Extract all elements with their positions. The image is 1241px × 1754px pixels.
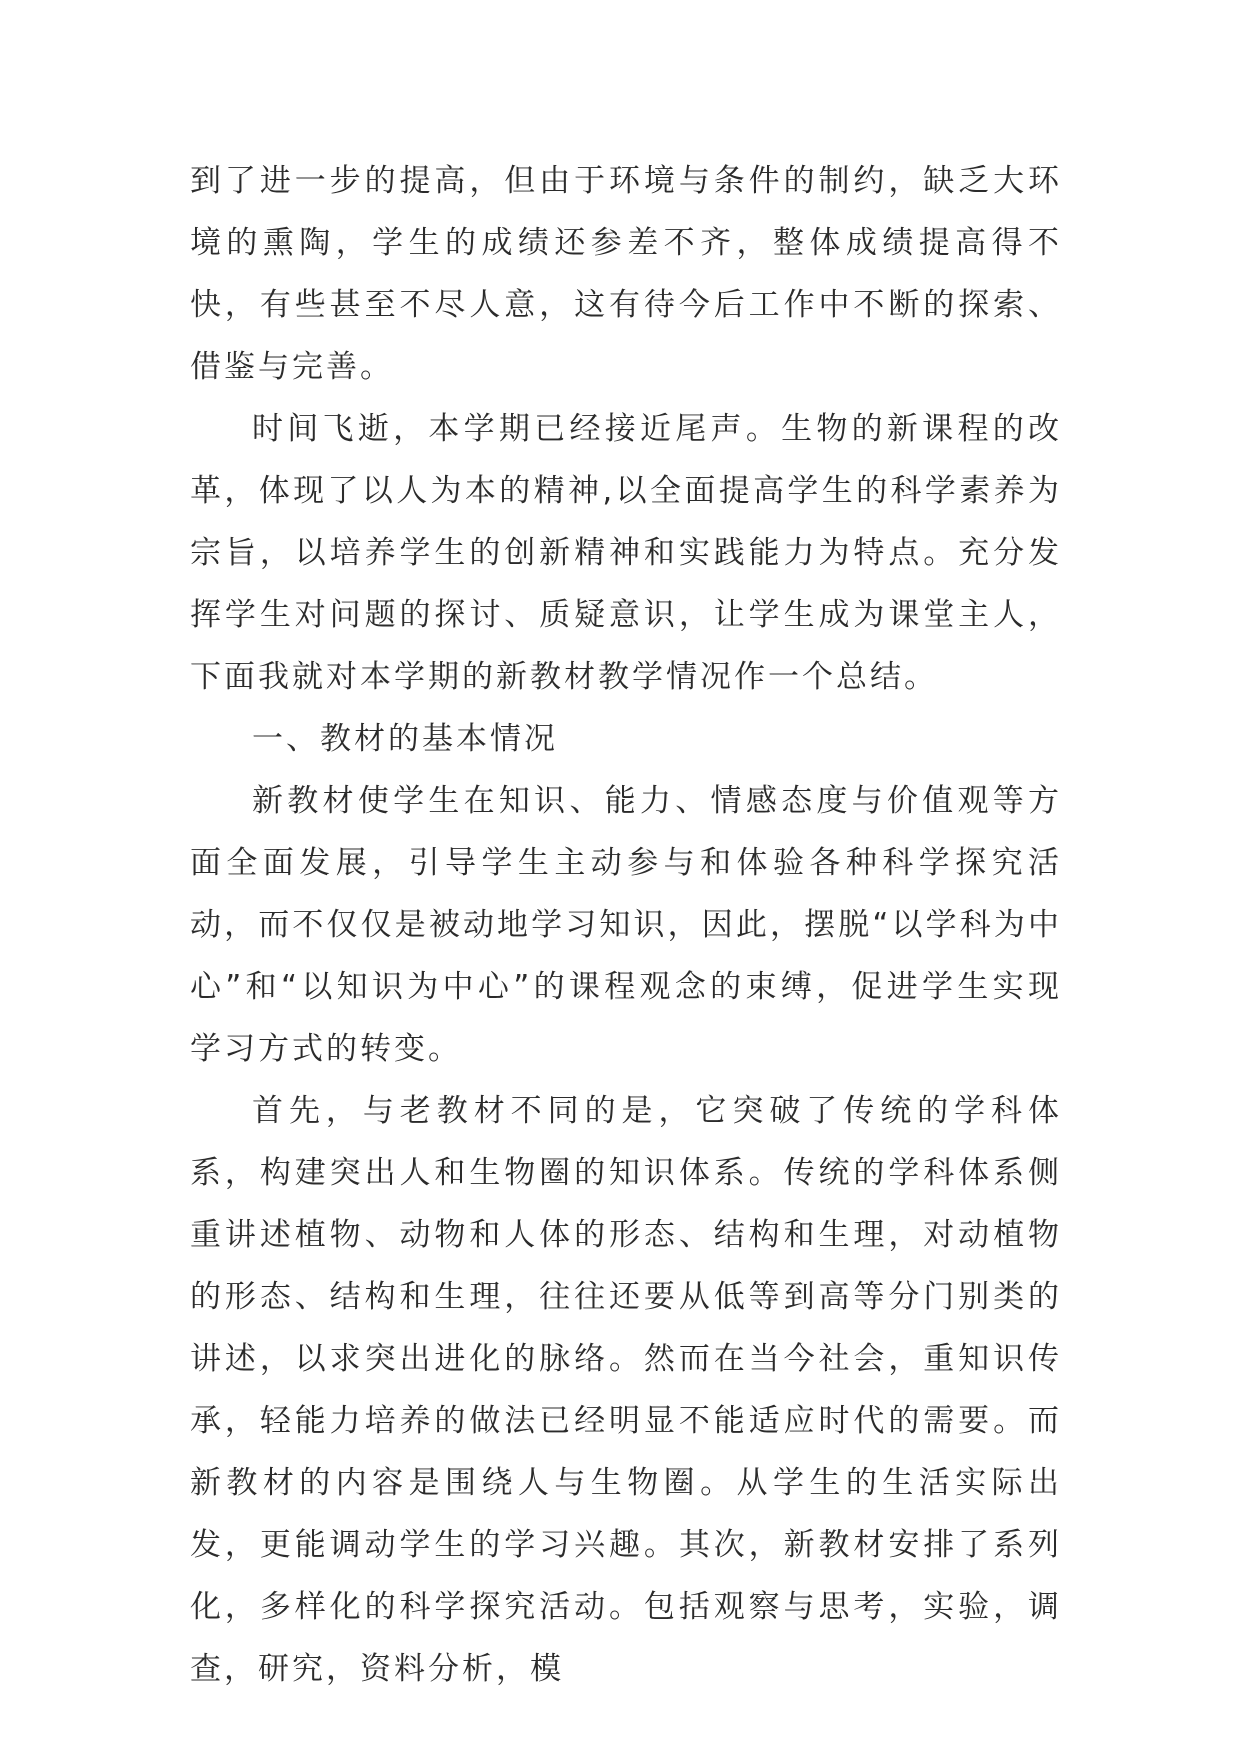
paragraph-intro: 时间飞逝，本学期已经接近尾声。生物的新课程的改革，体现了以人为本的精神,以全面提高学生的科学素养为宗旨，以培养学生的创新精神和实践能力为特点。充分发挥学生对问题的探讨、质疑意识，让学生成为课堂主人，下面我就对本学期的新教材教学情况作一个总结。 — [190, 411, 1062, 695]
section-heading: 一、教材的基本情况 — [252, 721, 558, 757]
document-body — [190, 150, 1062, 1700]
paragraph-continuation: 到了进一步的提高，但由于环境与条件的制约，缺乏大环境的熏陶，学生的成绩还参差不齐，整体成绩提高得不快，有些甚至不尽人意，这有待今后工作中不断的探索、借鉴与完善。 — [190, 163, 1062, 385]
paragraph-textbook-features: 首先，与老教材不同的是，它突破了传统的学科体系，构建突出人和生物圈的知识体系。传统的学科体系侧重讲述植物、动物和人体的形态、结构和生理，对动植物的形态、结构和生理，往往还要从低等到高等分门别类的讲述，以求突出进化的脉络。然而在当今社会，重知识传承，轻能力培养的做法已经明显不能适应时代的需要。而新教材的内容是围绕人与生物圈。从学生的生活实际出发，更能调动学生的学习兴趣。其次，新教材安排了系列化，多样化的科学探究活动。包括观察与思考，实验，调查，研究，资料分析，模 — [190, 1093, 1062, 1687]
paragraph-textbook-goals: 新教材使学生在知识、能力、情感态度与价值观等方面全面发展，引导学生主动参与和体验各种科学探究活动，而不仅仅是被动地学习知识，因此，摆脱“以学科为中心”和“以知识为中心”的课程观念的束缚，促进学生实现学习方式的转变。 — [190, 783, 1062, 1067]
